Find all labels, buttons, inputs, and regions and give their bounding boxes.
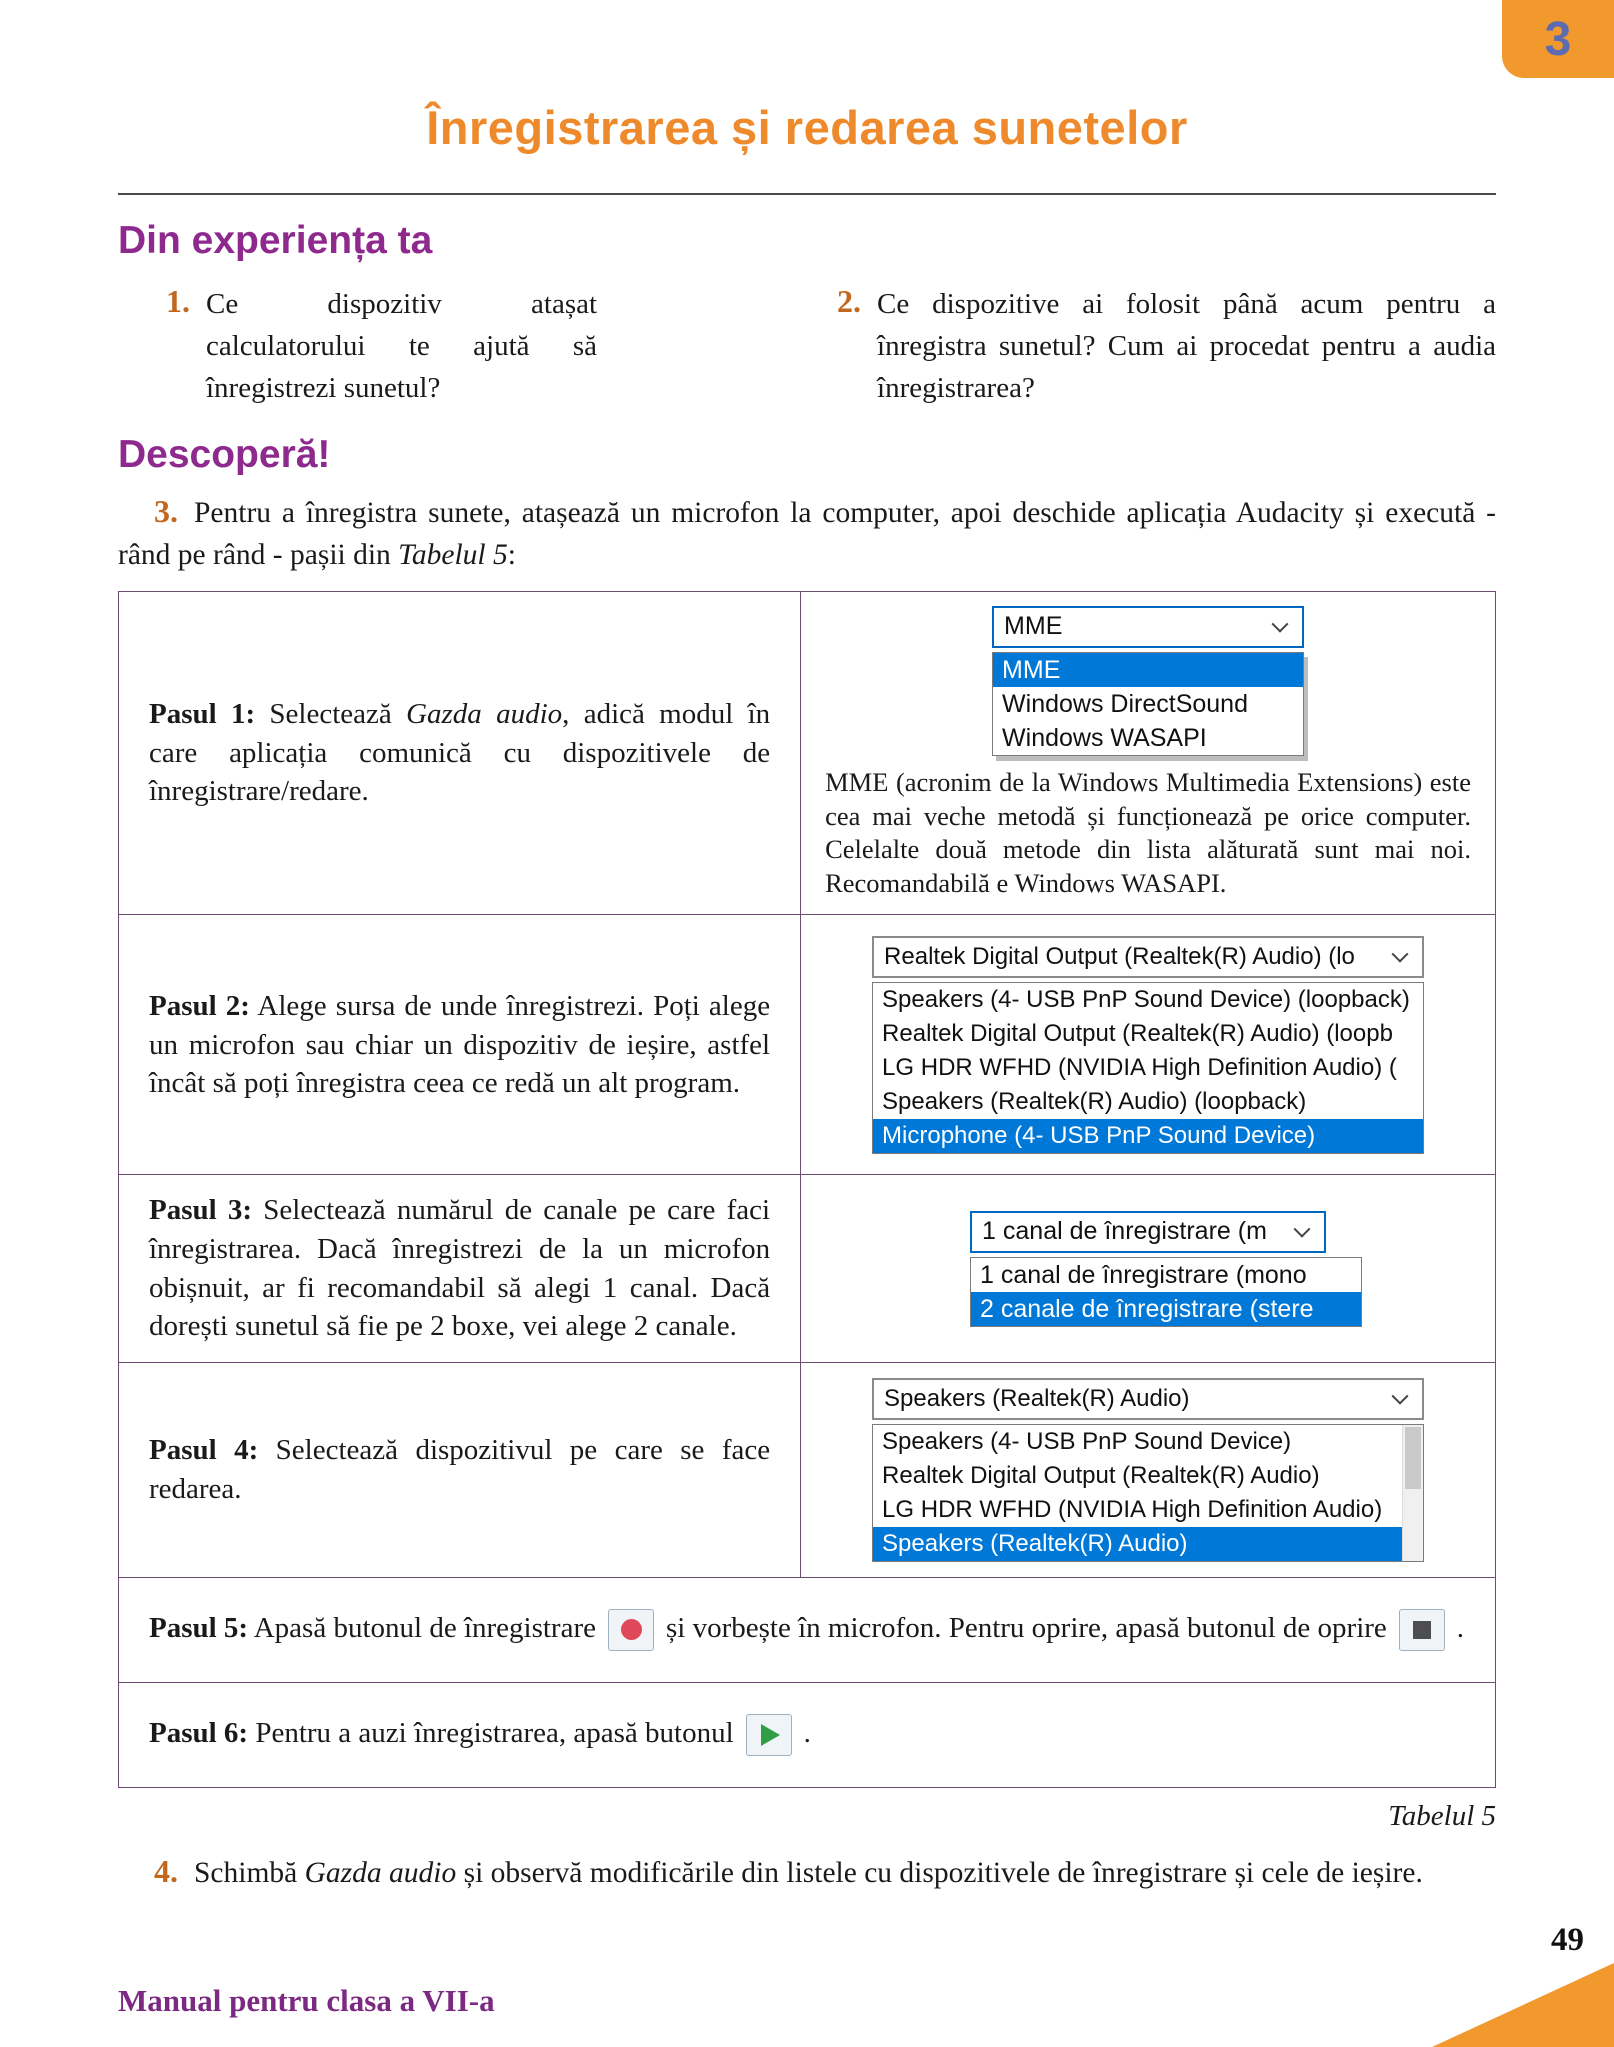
experience-questions xyxy=(118,283,1496,409)
scrollbar-thumb[interactable] xyxy=(1405,1427,1421,1490)
stop-square-icon xyxy=(1413,1621,1431,1639)
step-3-label: Pasul 3: xyxy=(149,1194,253,1227)
chevron-down-icon xyxy=(1272,616,1289,633)
step-3-screenshot-cell xyxy=(800,1175,1495,1361)
task-3-number: 3. xyxy=(154,493,178,530)
table-row-step-2 xyxy=(119,914,1495,1174)
playback-device-dropdown xyxy=(872,1378,1424,1562)
question-1 xyxy=(166,283,597,409)
task-4-number: 4. xyxy=(154,1852,178,1889)
task-3-text: Pentru a înregistra sunete, atașează un microfon la computer, apoi deschide aplicația Audacity și execută - rând pe rând - pașii din xyxy=(118,497,1496,572)
table-row-step-6 xyxy=(119,1682,1495,1787)
step-1-label: Pasul 1: xyxy=(149,698,256,731)
dropdown-item[interactable]: Speakers (Realtek(R) Audio) xyxy=(873,1527,1423,1561)
table-row-step-1 xyxy=(119,592,1495,915)
step-5-label: Pasul 5: xyxy=(149,1611,249,1644)
question-2-text: Ce dispozitive ai folosit până acum pentru a înregistra sunetul? Cum ai procedat pentru a audia înregistrarea? xyxy=(877,288,1496,405)
audio-host-combobox[interactable] xyxy=(992,606,1304,648)
title-divider xyxy=(118,193,1496,195)
page-number: 49 xyxy=(1551,1922,1584,1958)
question-1-number: 1. xyxy=(166,283,190,319)
chevron-down-icon xyxy=(1392,946,1409,963)
play-triangle-icon xyxy=(761,1724,780,1746)
chapter-tab xyxy=(1502,0,1614,78)
dropdown-item[interactable]: LG HDR WFHD (NVIDIA High Definition Audio) ( xyxy=(882,1053,1397,1081)
channels-list xyxy=(970,1257,1362,1327)
footer-manual-label: Manual pentru clasa a VII-a xyxy=(118,1983,495,2018)
play-button-icon[interactable] xyxy=(746,1714,792,1756)
step-3-text-cell xyxy=(119,1175,800,1361)
step-5-text-cell xyxy=(119,1578,1495,1682)
task-3-paragraph: 3. Pentru a înregistra sunete, atașează un microfon la computer, apoi deschide aplicația Audacity și execută - rând pe rând - pașii din Tabelul 5: xyxy=(118,493,1496,572)
channels-dropdown xyxy=(970,1211,1326,1327)
recording-source-combobox[interactable] xyxy=(872,936,1424,978)
dropdown-item[interactable]: Realtek Digital Output (Realtek(R) Audio) (loopb xyxy=(882,1019,1393,1047)
corner-triangle-decoration xyxy=(1432,1963,1614,2047)
dropdown-item[interactable]: Realtek Digital Output (Realtek(R) Audio) xyxy=(882,1461,1320,1489)
step-5-text: Pasul 5: Apasă butonul de înregistrare și vorbește în microfon. Pentru oprire, apasă butonul de oprire . xyxy=(149,1609,1465,1651)
dropdown-item[interactable]: Windows DirectSound xyxy=(1002,689,1248,718)
step-2-screenshot-cell xyxy=(800,915,1495,1174)
recording-source-dropdown xyxy=(872,936,1424,1154)
channels-selected: 1 canal de înregistrare (m xyxy=(982,1217,1267,1246)
audio-host-selected: MME xyxy=(1004,612,1063,641)
question-2 xyxy=(837,283,1496,409)
dropdown-item[interactable]: 2 canale de înregistrare (stere xyxy=(971,1292,1361,1326)
section-heading-experience: Din experiența ta xyxy=(118,219,433,262)
table-caption: Tabelul 5 xyxy=(1388,1799,1496,1832)
step-1-screenshot-cell xyxy=(800,592,1495,915)
list-scrollbar[interactable] xyxy=(1402,1425,1423,1561)
step-2-label: Pasul 2: xyxy=(149,990,250,1023)
step-4-text: Pasul 4: Selectează dispozitivul pe care se face redarea. xyxy=(149,1434,771,1505)
mme-note: MME (acronim de la Windows Multimedia Extensions) este cea mai veche metodă și funcționează pe orice computer. Celelalte două metode din lista alăturată sunt mai noi. Recomandabilă e Windows WASAPI. xyxy=(825,766,1471,898)
question-2-number: 2. xyxy=(837,283,862,319)
dropdown-item[interactable]: Windows WASAPI xyxy=(1002,723,1207,752)
dropdown-item[interactable]: Speakers (4- USB PnP Sound Device) xyxy=(882,1427,1292,1455)
task-3-italic: Tabelul 5 xyxy=(398,539,508,572)
playback-device-list xyxy=(872,1424,1424,1562)
step-4-label: Pasul 4: xyxy=(149,1434,259,1467)
step-1-text-cell xyxy=(119,592,800,915)
stop-button-icon[interactable] xyxy=(1399,1609,1445,1651)
step-2-text: Pasul 2: Alege sursa de unde înregistrezi. Poți alege un microfon sau chiar un dispozitiv de ieșire, astfel încât să poți înregistra ceea ce redă un alt program. xyxy=(149,990,771,1100)
chevron-down-icon xyxy=(1294,1220,1311,1237)
playback-device-selected: Speakers (Realtek(R) Audio) xyxy=(884,1384,1190,1412)
dropdown-item[interactable]: LG HDR WFHD (NVIDIA High Definition Audio) xyxy=(882,1495,1383,1523)
dropdown-item[interactable]: 1 canal de înregistrare (mono xyxy=(980,1260,1307,1289)
recording-source-selected: Realtek Digital Output (Realtek(R) Audio) (lo xyxy=(884,942,1355,970)
task-4-paragraph: 4. Schimbă Gazda audio și observă modificările din listele cu dispozitivele de înregistrare și cele de ieșire. xyxy=(154,1852,1423,1889)
record-dot-icon xyxy=(621,1619,642,1640)
playback-device-combobox[interactable] xyxy=(872,1378,1424,1420)
question-1-text: Ce dispozitiv atașat calculatorului te ajută să înregistrezi sunetul? xyxy=(206,288,598,405)
recording-source-list xyxy=(872,982,1424,1154)
chevron-down-icon xyxy=(1392,1387,1409,1404)
audio-host-list xyxy=(992,652,1304,756)
step-3-text: Pasul 3: Selectează numărul de canale pe care faci înregistrarea. Dacă înregistrezi de la un microfon obișnuit, ar fi recomandabil să alegi 1 canal. Dacă dorești sunetul să fie pe 2 boxe, vei alege 2 canale. xyxy=(149,1194,771,1343)
step-1-text: Pasul 1: Selectează Gazda audio, adică modul în care aplicația comunică cu dispozitivele de înregistrare/redare. xyxy=(149,698,771,808)
page-title: Înregistrarea și redarea sunetelor xyxy=(426,101,1188,154)
step-6-text-cell xyxy=(119,1683,1495,1787)
dropdown-item[interactable]: MME xyxy=(993,653,1303,687)
chapter-number: 3 xyxy=(1544,12,1572,66)
table-row-step-3 xyxy=(119,1174,1495,1361)
step-4-screenshot-cell xyxy=(800,1363,1495,1577)
step-2-text-cell xyxy=(119,915,800,1174)
step-6-label: Pasul 6: xyxy=(149,1716,249,1749)
step-6-text: Pasul 6: Pentru a auzi înregistrarea, apasă butonul . xyxy=(149,1714,1465,1756)
step-4-text-cell xyxy=(119,1363,800,1577)
dropdown-item[interactable]: Speakers (Realtek(R) Audio) (loopback) xyxy=(882,1087,1307,1115)
steps-table xyxy=(118,591,1496,1788)
table-row-step-5 xyxy=(119,1577,1495,1682)
dropdown-item[interactable]: Speakers (4- USB PnP Sound Device) (loopback) xyxy=(882,985,1410,1013)
section-heading-discover: Descoperă! xyxy=(118,433,331,477)
audio-host-dropdown xyxy=(992,606,1304,756)
record-button-icon[interactable] xyxy=(608,1609,654,1651)
channels-combobox[interactable] xyxy=(970,1211,1326,1253)
dropdown-item[interactable]: Microphone (4- USB PnP Sound Device) xyxy=(873,1119,1423,1153)
table-row-step-4 xyxy=(119,1362,1495,1577)
